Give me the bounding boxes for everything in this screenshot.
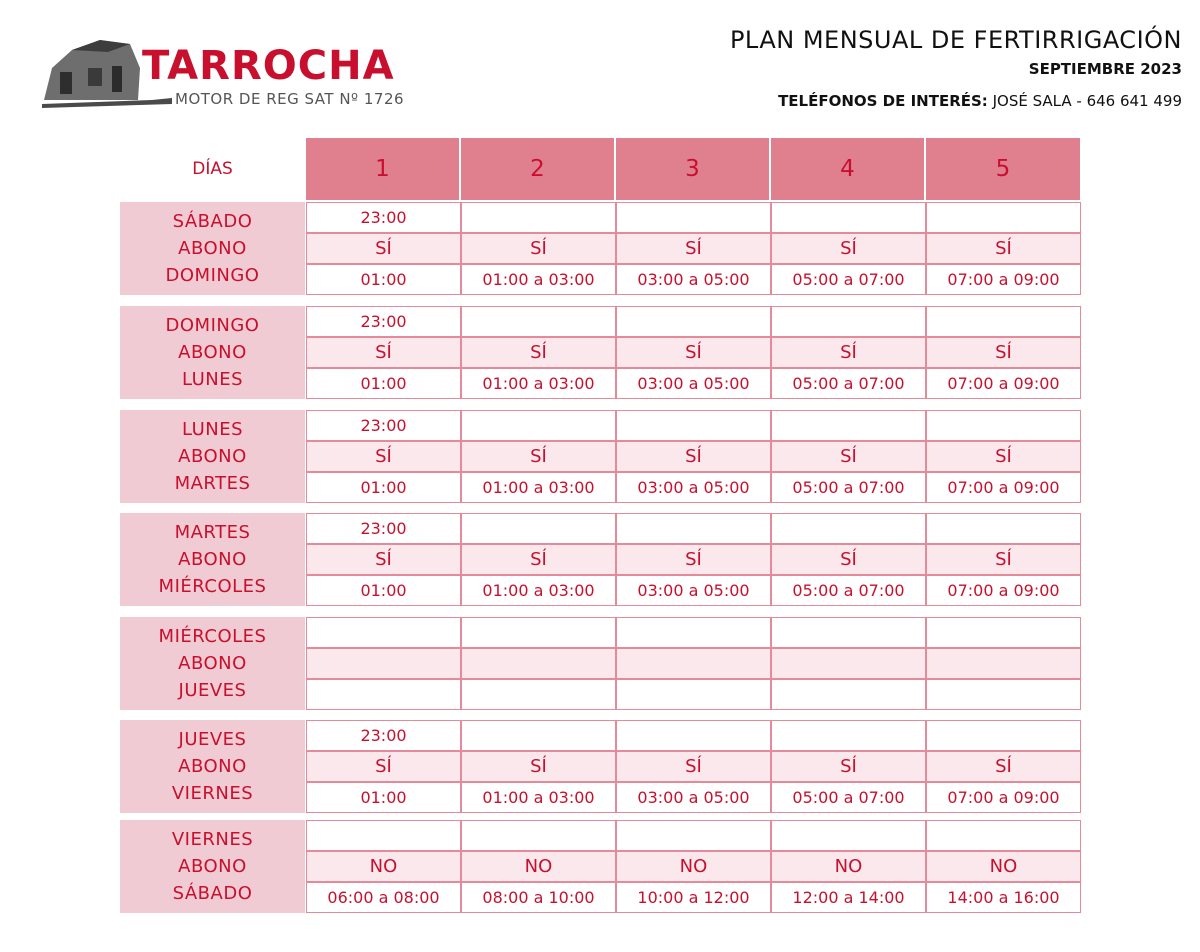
time-range-cell: 12:00 a 14:00 xyxy=(771,882,926,913)
abono-cell: SÍ xyxy=(926,233,1081,264)
abono-cell: SÍ xyxy=(926,544,1081,575)
column-header: 3 xyxy=(616,138,770,200)
abono-cell xyxy=(771,648,926,679)
time-range-cell: 03:00 a 05:00 xyxy=(616,264,771,295)
time-range-cell: 03:00 a 05:00 xyxy=(616,368,771,399)
time-range-cell: 05:00 a 07:00 xyxy=(771,472,926,503)
day-label: MIÉRCOLES xyxy=(158,576,267,597)
day-block xyxy=(120,617,305,710)
abono-cell: SÍ xyxy=(926,441,1081,472)
column-header: 5 xyxy=(926,138,1081,200)
start-time-cell xyxy=(616,202,771,233)
start-time-cell xyxy=(771,617,926,648)
start-time-cell: 23:00 xyxy=(306,410,461,441)
day-block xyxy=(120,513,305,606)
start-time-cell xyxy=(461,820,616,851)
time-range-cell: 03:00 a 05:00 xyxy=(616,782,771,813)
abono-cell xyxy=(461,648,616,679)
abono-cell: NO xyxy=(461,851,616,882)
abono-cell: SÍ xyxy=(926,751,1081,782)
abono-label: ABONO xyxy=(178,856,247,877)
time-range-cell: 08:00 a 10:00 xyxy=(461,882,616,913)
day-block xyxy=(120,720,305,813)
day-label: VIERNES xyxy=(171,829,254,850)
column-header: 1 xyxy=(306,138,460,200)
time-range-cell xyxy=(926,679,1081,710)
abono-cell: NO xyxy=(771,851,926,882)
abono-cell xyxy=(616,648,771,679)
abono-cell: SÍ xyxy=(461,337,616,368)
time-range-cell: 01:00 xyxy=(306,472,461,503)
abono-cell: NO xyxy=(616,851,771,882)
column-header: 2 xyxy=(461,138,615,200)
time-range-cell: 01:00 a 03:00 xyxy=(461,575,616,606)
phones-label: TELÉFONOS DE INTERÉS: xyxy=(778,92,988,110)
abono-label: ABONO xyxy=(178,342,247,363)
abono-label: ABONO xyxy=(178,446,247,467)
abono-cell: NO xyxy=(306,851,461,882)
abono-label: ABONO xyxy=(178,653,247,674)
start-time-cell xyxy=(461,720,616,751)
abono-cell: SÍ xyxy=(771,441,926,472)
abono-cell: SÍ xyxy=(771,233,926,264)
start-time-cell xyxy=(616,306,771,337)
company-logo xyxy=(42,38,412,110)
day-label: DOMINGO xyxy=(165,265,260,286)
time-range-cell: 07:00 a 09:00 xyxy=(926,472,1081,503)
start-time-cell xyxy=(616,820,771,851)
start-time-cell xyxy=(926,202,1081,233)
abono-cell: SÍ xyxy=(771,337,926,368)
time-range-cell: 06:00 a 08:00 xyxy=(306,882,461,913)
start-time-cell xyxy=(771,820,926,851)
time-range-cell xyxy=(771,679,926,710)
time-range-cell: 01:00 a 03:00 xyxy=(461,368,616,399)
start-time-cell xyxy=(771,513,926,544)
time-range-cell: 01:00 a 03:00 xyxy=(461,264,616,295)
start-time-cell xyxy=(616,720,771,751)
time-range-cell: 07:00 a 09:00 xyxy=(926,782,1081,813)
abono-cell xyxy=(926,648,1081,679)
days-column-header: DÍAS xyxy=(192,159,233,179)
start-time-cell: 23:00 xyxy=(306,306,461,337)
start-time-cell xyxy=(926,720,1081,751)
start-time-cell: 23:00 xyxy=(306,513,461,544)
start-time-cell xyxy=(306,617,461,648)
day-block xyxy=(120,820,305,913)
time-range-cell xyxy=(461,679,616,710)
time-range-cell: 01:00 xyxy=(306,264,461,295)
phones-value: JOSÉ SALA - 646 641 499 xyxy=(992,92,1182,110)
day-label: SÁBADO xyxy=(172,883,253,904)
abono-cell: SÍ xyxy=(771,544,926,575)
abono-cell: SÍ xyxy=(616,544,771,575)
time-range-cell: 05:00 a 07:00 xyxy=(771,264,926,295)
page-title: PLAN MENSUAL DE FERTIRRIGACIÓN xyxy=(729,26,1182,54)
brand-subtitle: MOTOR DE REG SAT Nº 1726 xyxy=(175,90,405,108)
month-label: SEPTIEMBRE 2023 xyxy=(1028,60,1182,78)
start-time-cell xyxy=(926,513,1081,544)
day-block xyxy=(120,306,305,399)
day-label: VIERNES xyxy=(171,783,254,804)
start-time-cell xyxy=(926,617,1081,648)
day-label: JUEVES xyxy=(178,729,247,750)
time-range-cell: 10:00 a 12:00 xyxy=(616,882,771,913)
abono-cell: SÍ xyxy=(306,233,461,264)
start-time-cell xyxy=(461,617,616,648)
start-time-cell xyxy=(926,820,1081,851)
abono-cell: SÍ xyxy=(306,751,461,782)
brand-name: TARROCHA xyxy=(142,43,395,89)
start-time-cell xyxy=(306,820,461,851)
abono-cell: SÍ xyxy=(461,441,616,472)
column-header: 4 xyxy=(771,138,925,200)
start-time-cell xyxy=(771,410,926,441)
day-label: MIÉRCOLES xyxy=(158,626,267,647)
abono-cell: SÍ xyxy=(616,441,771,472)
day-label: SÁBADO xyxy=(172,211,253,232)
start-time-cell xyxy=(771,720,926,751)
day-label: LUNES xyxy=(181,369,244,390)
abono-cell: SÍ xyxy=(306,441,461,472)
abono-cell: SÍ xyxy=(306,544,461,575)
abono-cell: SÍ xyxy=(771,751,926,782)
day-label: DOMINGO xyxy=(165,315,260,336)
start-time-cell xyxy=(771,306,926,337)
abono-label: ABONO xyxy=(178,756,247,777)
abono-cell: SÍ xyxy=(616,233,771,264)
start-time-cell: 23:00 xyxy=(306,202,461,233)
start-time-cell xyxy=(926,306,1081,337)
abono-cell: SÍ xyxy=(461,544,616,575)
day-block xyxy=(120,410,305,503)
abono-cell xyxy=(306,648,461,679)
start-time-cell xyxy=(771,202,926,233)
abono-cell: SÍ xyxy=(461,751,616,782)
time-range-cell: 05:00 a 07:00 xyxy=(771,575,926,606)
abono-label: ABONO xyxy=(178,238,247,259)
abono-cell: SÍ xyxy=(616,337,771,368)
start-time-cell xyxy=(926,410,1081,441)
time-range-cell xyxy=(306,679,461,710)
start-time-cell: 23:00 xyxy=(306,720,461,751)
day-label: MARTES xyxy=(174,522,251,543)
time-range-cell: 14:00 a 16:00 xyxy=(926,882,1081,913)
abono-cell: SÍ xyxy=(306,337,461,368)
time-range-cell: 03:00 a 05:00 xyxy=(616,575,771,606)
time-range-cell: 01:00 a 03:00 xyxy=(461,782,616,813)
time-range-cell xyxy=(616,679,771,710)
time-range-cell: 07:00 a 09:00 xyxy=(926,368,1081,399)
time-range-cell: 07:00 a 09:00 xyxy=(926,264,1081,295)
abono-cell: NO xyxy=(926,851,1081,882)
day-label: LUNES xyxy=(181,419,244,440)
day-block xyxy=(120,202,305,295)
start-time-cell xyxy=(616,410,771,441)
start-time-cell xyxy=(616,513,771,544)
day-label: JUEVES xyxy=(178,680,247,701)
time-range-cell: 07:00 a 09:00 xyxy=(926,575,1081,606)
day-label: MARTES xyxy=(174,473,251,494)
abono-cell: SÍ xyxy=(461,233,616,264)
start-time-cell xyxy=(461,202,616,233)
start-time-cell xyxy=(461,513,616,544)
abono-cell: SÍ xyxy=(926,337,1081,368)
time-range-cell: 05:00 a 07:00 xyxy=(771,782,926,813)
time-range-cell: 01:00 a 03:00 xyxy=(461,472,616,503)
start-time-cell xyxy=(461,410,616,441)
time-range-cell: 05:00 a 07:00 xyxy=(771,368,926,399)
time-range-cell: 01:00 xyxy=(306,782,461,813)
abono-label: ABONO xyxy=(178,549,247,570)
time-range-cell: 01:00 xyxy=(306,368,461,399)
abono-cell: SÍ xyxy=(616,751,771,782)
start-time-cell xyxy=(616,617,771,648)
contact-phones xyxy=(778,92,1182,110)
time-range-cell: 03:00 a 05:00 xyxy=(616,472,771,503)
start-time-cell xyxy=(461,306,616,337)
time-range-cell: 01:00 xyxy=(306,575,461,606)
